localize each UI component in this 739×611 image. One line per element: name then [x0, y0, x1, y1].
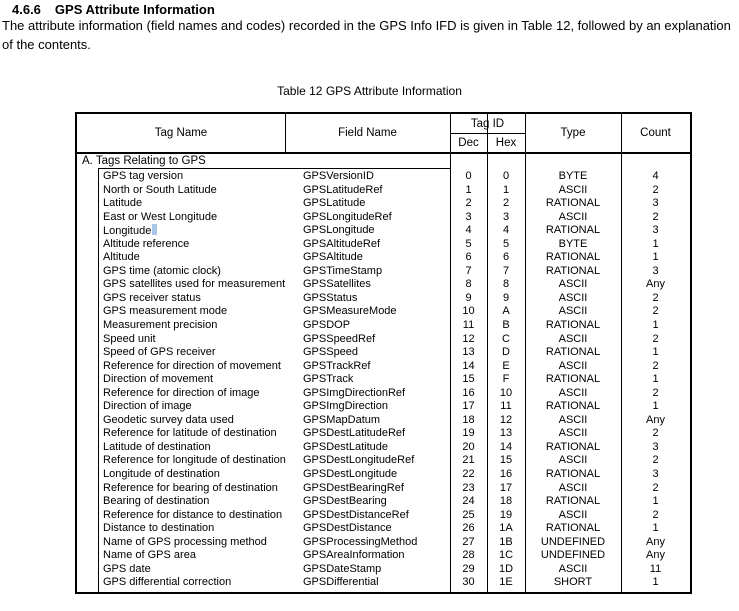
tag-id-hex-cell: 1B: [499, 535, 513, 548]
field-name-cell: GPSDestDistance: [303, 522, 392, 535]
table-row: [77, 170, 690, 184]
tag-name-text: Geodetic survey data used: [103, 413, 234, 426]
tag-name-text: Name of GPS area: [103, 549, 196, 562]
tag-id-hex-cell: 11: [500, 400, 512, 413]
count-cell: 1: [652, 400, 659, 413]
tag-name-text: Longitude of destination: [103, 468, 220, 481]
tag-name-text: Speed unit: [103, 332, 156, 345]
field-name-cell: GPSDestLatitudeRef: [303, 427, 406, 440]
type-cell: RATIONAL: [545, 400, 601, 413]
count-cell: 2: [652, 291, 659, 304]
table-row: [77, 576, 690, 590]
count-cell: 2: [652, 427, 659, 440]
tag-name-cell: [103, 387, 260, 401]
type-cell: ASCII: [558, 305, 588, 318]
tag-id-dec-cell: 24: [462, 495, 475, 508]
field-name-cell: GPSLongitude: [303, 224, 375, 237]
tag-id-dec-cell: 6: [465, 251, 472, 264]
type-cell: ASCII: [558, 481, 588, 494]
tag-name-text: Reference for distance to destination: [103, 508, 283, 521]
field-name-cell: GPSVersionID: [303, 170, 374, 182]
type-cell: RATIONAL: [545, 440, 601, 453]
count-cell: 1: [652, 319, 659, 332]
tag-id-dec-cell: 18: [462, 413, 475, 426]
field-name-cell: GPSDestBearing: [303, 495, 387, 508]
tag-id-dec-cell: 9: [465, 291, 472, 304]
tag-name-text: GPS time (atomic clock): [103, 264, 221, 277]
tag-name-text: GPS tag version: [103, 170, 184, 182]
tag-name-cell: [103, 170, 183, 184]
tag-id-dec-cell: 16: [462, 386, 475, 399]
tag-name-cell: [103, 224, 157, 238]
tag-id-hex-cell: A: [502, 305, 510, 318]
table-row: [77, 495, 690, 509]
header-hex: Hex: [495, 136, 517, 149]
tag-id-dec-cell: 0: [465, 170, 472, 182]
count-cell: 1: [652, 346, 659, 359]
count-cell: 3: [652, 440, 659, 453]
tag-name-text: Direction of movement: [103, 373, 214, 386]
type-cell: ASCII: [558, 210, 588, 223]
header-tag-id: Tag ID: [470, 117, 505, 130]
tag-id-dec-cell: 17: [462, 400, 475, 413]
type-cell: BYTE: [558, 237, 588, 250]
count-cell: 2: [652, 210, 659, 223]
type-cell: ASCII: [558, 508, 588, 521]
type-cell: RATIONAL: [545, 346, 601, 359]
tag-name-text: Distance to destination: [103, 522, 215, 535]
tag-id-hex-cell: 4: [502, 224, 510, 237]
tag-id-hex-cell: 16: [499, 468, 513, 481]
table-caption: Table 12 GPS Attribute Information: [277, 84, 462, 98]
tag-name-text: GPS differential correction: [103, 576, 232, 589]
table-row: [77, 251, 690, 265]
tag-name-cell: [103, 211, 217, 225]
tag-name-text: GPS receiver status: [103, 291, 201, 304]
type-cell: RATIONAL: [545, 319, 601, 332]
tag-id-dec-cell: 11: [462, 319, 475, 332]
field-name-cell: GPSAltitude: [303, 251, 363, 264]
tag-id-dec-cell: 22: [462, 468, 475, 481]
tag-name-cell: [103, 373, 213, 387]
table-row: [77, 292, 690, 306]
tag-id-hex-cell: 2: [502, 197, 510, 210]
tag-id-dec-cell: 27: [462, 535, 475, 548]
tag-name-cell: [103, 536, 267, 550]
table-row: [77, 468, 690, 482]
tag-id-dec-cell: 20: [462, 440, 475, 453]
tag-name-text: Name of GPS processing method: [103, 535, 267, 548]
tag-name-text: GPS measurement mode: [103, 305, 228, 318]
header-type: Type: [560, 127, 586, 139]
tag-name-cell: [103, 549, 196, 563]
table-row: [77, 319, 690, 333]
tag-name-text: Reference for latitude of destination: [103, 427, 277, 440]
field-name-cell: GPSDestDistanceRef: [303, 508, 409, 521]
count-cell: 1: [652, 576, 659, 589]
count-cell: 3: [652, 264, 659, 277]
type-cell: ASCII: [558, 359, 588, 372]
tag-name-cell: [103, 468, 220, 482]
tag-name-text: Measurement precision: [103, 319, 218, 332]
table-row: [77, 509, 690, 523]
tag-id-dec-cell: 4: [465, 224, 472, 237]
tag-name-cell: [103, 197, 142, 211]
tag-id-hex-cell: 10: [499, 386, 513, 399]
type-cell: ASCII: [558, 562, 588, 575]
tag-id-hex-cell: 1A: [499, 522, 513, 535]
tag-name-text: Reference for direction of image: [103, 386, 260, 399]
count-cell: 1: [652, 495, 659, 508]
tag-name-text: GPS date: [103, 562, 151, 575]
field-name-cell: GPSImgDirection: [303, 400, 388, 413]
tag-id-hex-cell: 12: [499, 413, 513, 426]
tag-id-hex-cell: D: [502, 346, 510, 359]
tag-id-dec-cell: 14: [462, 359, 475, 372]
tag-name-text: Speed of GPS receiver: [103, 346, 216, 359]
type-cell: RATIONAL: [545, 251, 601, 264]
field-name-cell: GPSSatellites: [303, 278, 371, 291]
header-field-name: Field Name: [338, 127, 397, 139]
tag-name-cell: [103, 305, 227, 319]
tag-name-cell: [103, 563, 151, 577]
table-row: [77, 414, 690, 428]
table-row: [77, 238, 690, 252]
type-cell: UNDEFINED: [540, 549, 606, 562]
type-cell: ASCII: [558, 386, 588, 399]
field-name-cell: GPSAreaInformation: [303, 549, 405, 562]
tag-name-text: Altitude reference: [103, 237, 190, 250]
field-name-cell: GPSDOP: [303, 319, 351, 332]
tag-name-cell: [103, 360, 281, 374]
tag-name-text: Longitude: [103, 225, 152, 238]
tag-id-hex-cell: B: [502, 319, 510, 332]
field-name-cell: GPSSpeedRef: [303, 332, 376, 345]
table-row: [77, 373, 690, 387]
tag-name-text: Reference for direction of movement: [103, 359, 281, 372]
table-row: [77, 278, 690, 292]
section-title: GPS Attribute Information: [54, 2, 215, 17]
tag-id-hex-cell: 17: [499, 481, 513, 494]
tag-name-text: Reference for longitude of destination: [103, 454, 286, 467]
field-name-cell: GPSAltitudeRef: [303, 237, 381, 250]
text-cursor[interactable]: [152, 224, 157, 235]
type-cell: RATIONAL: [545, 522, 601, 535]
tag-name-cell: [103, 319, 217, 333]
tag-id-dec-cell: 23: [462, 481, 475, 494]
field-name-cell: GPSLongitudeRef: [303, 210, 392, 223]
tag-name-cell: [103, 522, 214, 536]
tag-id-dec-cell: 21: [462, 454, 475, 467]
field-name-cell: GPSTrackRef: [303, 359, 371, 372]
tag-id-hex-cell: 6: [502, 251, 510, 264]
tag-id-dec-cell: 12: [462, 332, 475, 345]
field-name-cell: GPSTimeStamp: [303, 264, 383, 277]
tag-name-cell: [103, 292, 201, 306]
count-cell: 2: [652, 508, 659, 521]
table-row: [77, 387, 690, 401]
type-cell: SHORT: [553, 576, 593, 589]
count-cell: 3: [652, 197, 659, 210]
tag-id-hex-cell: 7: [502, 264, 510, 277]
tag-id-hex-cell: F: [502, 373, 510, 386]
tag-name-text: Bearing of destination: [103, 495, 210, 508]
tag-id-hex-cell: C: [502, 332, 510, 345]
tag-name-text: North or South Latitude: [103, 183, 217, 196]
tag-id-hex-cell: 0: [502, 170, 510, 182]
tag-id-hex-cell: E: [502, 359, 510, 372]
field-name-cell: GPSMapDatum: [303, 413, 381, 426]
tag-name-cell: [103, 346, 216, 360]
tag-id-dec-cell: 5: [465, 237, 472, 250]
tag-id-dec-cell: 19: [462, 427, 475, 440]
tag-name-cell: [103, 482, 278, 496]
type-cell: UNDEFINED: [540, 535, 606, 548]
count-cell: 4: [652, 170, 659, 182]
tag-name-cell: [103, 441, 211, 455]
tag-name-text: Latitude: [103, 197, 143, 210]
count-cell: 3: [652, 468, 659, 481]
tag-id-dec-cell: 13: [462, 346, 475, 359]
header-tag-name: Tag Name: [154, 127, 208, 139]
tag-id-dec-cell: 8: [465, 278, 472, 291]
type-cell: ASCII: [558, 427, 588, 440]
tag-name-cell: [103, 509, 282, 523]
tag-id-hex-cell: 14: [499, 440, 513, 453]
count-cell: 11: [649, 562, 662, 575]
tag-name-cell: [103, 576, 231, 590]
count-cell: 1: [652, 373, 659, 386]
section-heading: [12, 2, 215, 17]
type-cell: ASCII: [558, 454, 588, 467]
table-row: [77, 305, 690, 319]
tag-id-hex-cell: 15: [499, 454, 513, 467]
tag-id-hex-cell: 18: [499, 495, 513, 508]
field-name-cell: GPSLatitudeRef: [303, 183, 383, 196]
field-name-cell: GPSStatus: [303, 291, 358, 304]
tag-name-cell: [103, 400, 192, 414]
type-cell: ASCII: [558, 291, 588, 304]
table-row: [77, 224, 690, 238]
table-row: [77, 536, 690, 550]
tag-name-text: East or West Longitude: [103, 210, 218, 223]
count-cell: Any: [646, 413, 665, 426]
tag-id-hex-cell: 3: [502, 210, 510, 223]
tag-id-hex-cell: 5: [502, 237, 510, 250]
field-name-cell: GPSDateStamp: [303, 562, 382, 575]
count-cell: Any: [646, 535, 665, 548]
tag-id-dec-cell: 28: [462, 549, 475, 562]
tag-name-cell: [103, 251, 140, 265]
gps-attribute-table: [75, 112, 692, 594]
count-cell: 1: [652, 237, 659, 250]
table-row: [77, 333, 690, 347]
tag-name-cell: [103, 238, 189, 252]
tag-id-dec-cell: 3: [465, 210, 472, 223]
field-name-cell: GPSImgDirectionRef: [303, 386, 406, 399]
table-row: [77, 400, 690, 414]
count-cell: 2: [652, 454, 659, 467]
count-cell: 1: [652, 251, 659, 264]
field-name-cell: GPSProcessingMethod: [303, 535, 418, 548]
tag-id-dec-cell: 2: [465, 197, 472, 210]
field-name-cell: GPSDifferential: [303, 576, 379, 589]
table-row: [77, 563, 690, 577]
tag-id-dec-cell: 1: [465, 183, 472, 196]
table-rows: [77, 170, 690, 590]
count-cell: 2: [652, 183, 659, 196]
tag-id-hex-cell: 9: [502, 291, 510, 304]
count-cell: 3: [652, 224, 659, 237]
type-cell: RATIONAL: [545, 468, 601, 481]
header-dec: Dec: [458, 136, 479, 149]
tag-id-hex-cell: 1C: [498, 549, 514, 562]
tag-id-dec-cell: 7: [465, 264, 472, 277]
table-row: [77, 454, 690, 468]
field-name-cell: GPSDestLongitude: [303, 468, 398, 481]
tag-name-cell: [103, 184, 217, 198]
intro-paragraph: The attribute information (field names and codes) recorded in the GPS Info IFD is given in Table 12, followed by an explanation of the contents.: [2, 18, 731, 52]
tag-id-hex-cell: 19: [499, 508, 513, 521]
count-cell: 2: [652, 305, 659, 318]
count-cell: 2: [652, 481, 659, 494]
table-row: [77, 197, 690, 211]
tag-id-dec-cell: 25: [462, 508, 475, 521]
table-row: [77, 482, 690, 496]
count-cell: Any: [646, 549, 665, 562]
tag-id-dec-cell: 30: [462, 576, 475, 589]
tag-name-cell: [103, 414, 234, 428]
type-cell: BYTE: [558, 170, 588, 182]
table-row: [77, 427, 690, 441]
type-cell: RATIONAL: [545, 224, 601, 237]
count-cell: 1: [652, 522, 659, 535]
field-name-cell: GPSLatitude: [303, 197, 366, 210]
type-cell: RATIONAL: [545, 197, 601, 210]
type-cell: ASCII: [558, 413, 588, 426]
table-row: [77, 265, 690, 279]
tag-id-hex-cell: 8: [502, 278, 510, 291]
tag-name-cell: [103, 333, 156, 347]
table-row: [77, 549, 690, 563]
section-number: 4.6.6: [12, 2, 41, 17]
tag-name-text: Reference for bearing of destination: [103, 481, 278, 494]
table-row: [77, 184, 690, 198]
type-cell: ASCII: [558, 278, 588, 291]
count-cell: 2: [652, 359, 659, 372]
field-name-cell: GPSDestLatitude: [303, 440, 388, 453]
tag-name-text: GPS satellites used for measurement: [103, 278, 286, 291]
tag-name-cell: [103, 427, 277, 441]
type-cell: RATIONAL: [545, 264, 601, 277]
type-cell: ASCII: [558, 332, 588, 345]
tag-id-hex-cell: 1E: [499, 576, 513, 589]
field-name-cell: GPSMeasureMode: [303, 305, 397, 318]
table-row: [77, 211, 690, 225]
count-cell: Any: [646, 278, 665, 291]
field-name-cell: GPSDestBearingRef: [303, 481, 404, 494]
tag-id-dec-cell: 10: [462, 305, 475, 318]
tag-name-text: Latitude of destination: [103, 440, 211, 453]
section-a-label: A. Tags Relating to GPS: [82, 155, 206, 167]
tag-id-hex-cell: 1D: [498, 562, 514, 575]
field-name-cell: GPSTrack: [303, 373, 354, 386]
count-cell: 2: [652, 386, 659, 399]
table-row: [77, 522, 690, 536]
type-cell: ASCII: [558, 183, 588, 196]
field-name-cell: GPSSpeed: [303, 346, 359, 359]
table-row: [77, 360, 690, 374]
tag-name-cell: [103, 495, 209, 509]
tag-name-cell: [103, 265, 221, 279]
table-row: [77, 346, 690, 360]
type-cell: RATIONAL: [545, 373, 601, 386]
type-cell: RATIONAL: [545, 495, 601, 508]
field-name-cell: GPSDestLongitudeRef: [303, 454, 415, 467]
tag-name-cell: [103, 454, 286, 468]
tag-name-text: Direction of image: [103, 400, 192, 413]
header-count: Count: [640, 127, 671, 139]
tag-name-text: Altitude: [103, 251, 140, 264]
count-cell: 2: [652, 332, 659, 345]
tag-id-hex-cell: 13: [499, 427, 513, 440]
tag-id-dec-cell: 29: [462, 562, 475, 575]
tag-id-dec-cell: 15: [462, 373, 475, 386]
tag-id-dec-cell: 26: [462, 522, 475, 535]
table-row: [77, 441, 690, 455]
tag-name-cell: [103, 278, 285, 292]
tag-id-hex-cell: 1: [502, 183, 510, 196]
